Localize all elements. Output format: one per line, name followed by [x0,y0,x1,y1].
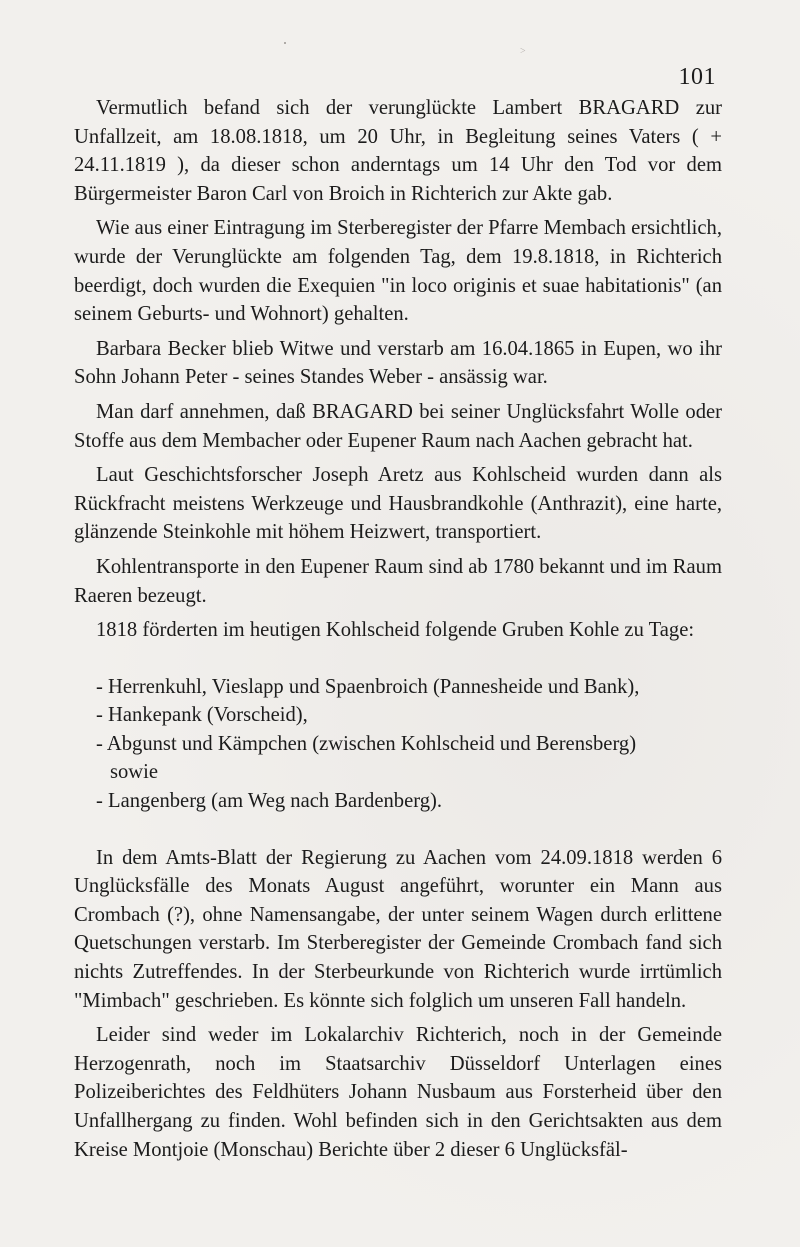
page-number: 101 [678,64,716,90]
body-text [74,94,722,1170]
paragraph: Kohlentransporte in den Eupener Raum sind ab 1780 bekannt und im Raum Raeren bezeugt. [74,555,722,607]
list-item [96,701,722,730]
paragraph: Laut Geschichtsforscher Joseph Aretz aus Kohlscheid wurden dann als Rückfracht meistens Werkzeuge und Hausbrandkohle (Anthrazit), eine harte, glänzende Steinkohle mit höhem Heizwert, transportiert. [74,464,722,544]
paragraph: Leider sind weder im Lokalarchiv Richterich, noch in der Gemeinde Herzogenrath, noch im Staatsarchiv Düsseldorf Unterlagen eines Polizeiberichtes des Feldhüters Johann Nusbaum aus Forsterheid über den Unfallhergang zu finden. Wohl befinden sich in den Gerichtsakten aus dem Kreise Montjoie (Monschau) Berichte über 2 dieser 6 Unglücksfäl- [74,1024,722,1161]
spacer [74,816,722,844]
list-item [96,730,722,787]
paragraph: 1818 förderten im heutigen Kohlscheid folgende Gruben Kohle zu Tage: [96,619,695,642]
list-item-continuation: sowie [110,761,159,784]
list-item [96,673,722,702]
paragraph: Man darf annehmen, daß BRAGARD bei seiner Unglücksfahrt Wolle oder Stoffe aus dem Membacher oder Eupener Raum nach Aachen gebracht hat. [74,400,722,452]
list-item-text: - Langenberg (am Weg nach Bardenberg). [96,790,443,813]
list-item-text: - Herrenkuhl, Vieslapp und Spaenbroich (Pannesheide und Bank), [96,675,640,698]
list-item-text: - Hankepank (Vorscheid), [96,704,308,727]
mine-list [74,673,722,816]
scan-speck [284,42,286,44]
scan-mark: > [520,46,526,57]
paragraph: Barbara Becker blieb Witwe und verstarb am 16.04.1865 in Eupen, wo ihr Sohn Johann Peter - seines Standes Weber - ansässig war. [74,337,722,389]
list-item [96,787,722,816]
paragraph: Vermutlich befand sich der verunglückte Lambert BRAGARD zur Unfallzeit, am 18.08.1818, um 20 Uhr, in Begleitung seines Vaters ( + 24.11.1819 ), da dieser schon anderntags um 14 Uhr den Tod vor dem Bürgermeister Baron Carl von Broich in Richterich zur Akte gab. [74,97,722,205]
paragraph: In dem Amts-Blatt der Regierung zu Aachen vom 24.09.1818 werden 6 Unglücksfälle des Monats August angeführt, worunter ein Mann aus Crombach (?), ohne Namensangabe, der unter seinem Wagen durch erlittene Quetschungen verstarb. Im Sterberegister der Gemeinde Crombach fand sich nichts Zutreffendes. In der Sterbeurkunde von Richterich wurde irrtümlich "Mimbach" geschrieben. Es könnte sich folglich um unseren Fall handeln. [74,846,722,1012]
list-item-text: - Abgunst und Kämpchen (zwischen Kohlscheid und Berensberg) [96,732,637,755]
paragraph: Wie aus einer Eintragung im Sterberegister der Pfarre Membach ersichtlich, wurde der Verunglückte am folgenden Tag, dem 19.8.1818, in Richterich beerdigt, doch wurden die Exequien "in loco originis et suae habitationis" (an seinem Geburts- und Wohnort) gehalten. [74,217,722,326]
